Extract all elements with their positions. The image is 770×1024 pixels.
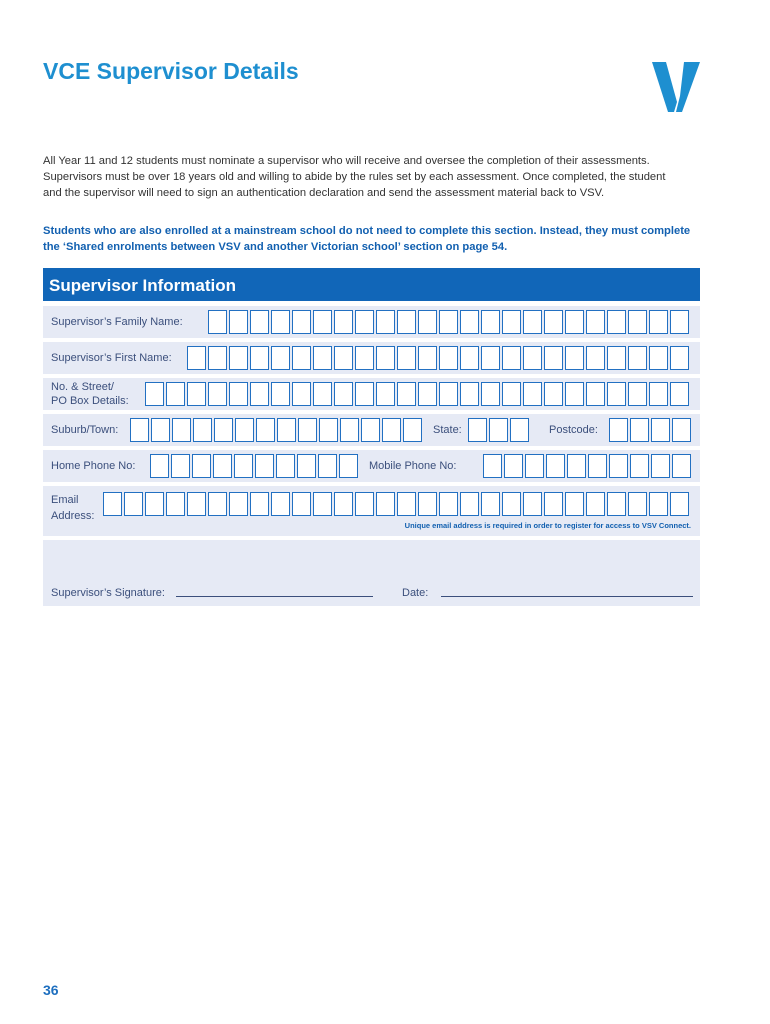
character-box[interactable] [397,382,416,406]
character-box[interactable] [609,418,628,442]
character-box[interactable] [523,492,542,516]
character-box[interactable] [649,492,668,516]
character-box[interactable] [502,346,521,370]
character-box[interactable] [651,418,670,442]
character-box[interactable] [193,418,212,442]
character-box[interactable] [523,382,542,406]
character-box[interactable] [523,346,542,370]
character-box[interactable] [208,346,227,370]
character-box[interactable] [418,382,437,406]
vsv-logo [650,60,702,114]
character-box[interactable] [628,346,647,370]
character-box[interactable] [276,454,295,478]
character-box[interactable] [292,492,311,516]
character-box[interactable] [277,418,296,442]
character-box[interactable] [271,346,290,370]
email-input[interactable] [103,492,691,516]
character-box[interactable] [544,492,563,516]
character-box[interactable] [250,382,269,406]
character-box[interactable] [355,346,374,370]
first-name-label: Supervisor’s First Name: [51,352,172,364]
character-box[interactable] [318,454,337,478]
character-box[interactable] [588,454,607,478]
character-box[interactable] [544,310,563,334]
character-box[interactable] [651,454,670,478]
page-number: 36 [43,982,59,998]
character-box[interactable] [544,382,563,406]
character-box[interactable] [630,454,649,478]
character-box[interactable] [403,418,422,442]
character-box[interactable] [670,382,689,406]
character-box[interactable] [361,418,380,442]
character-box[interactable] [334,382,353,406]
email-note: Unique email address is required in order to register for access to VSV Connect. [404,521,691,530]
character-box[interactable] [313,492,332,516]
character-box[interactable] [397,310,416,334]
suburb-input[interactable] [130,418,424,442]
character-box[interactable] [355,382,374,406]
character-box[interactable] [313,310,332,334]
character-box[interactable] [208,492,227,516]
character-box[interactable] [649,346,668,370]
signature-row [43,540,700,606]
character-box[interactable] [256,418,275,442]
character-box[interactable] [292,346,311,370]
character-box[interactable] [313,382,332,406]
character-box[interactable] [649,310,668,334]
character-box[interactable] [586,492,605,516]
character-box[interactable] [586,382,605,406]
character-box[interactable] [250,492,269,516]
character-box[interactable] [565,346,584,370]
character-box[interactable] [334,492,353,516]
shared-enrolment-notice: Students who are also enrolled at a mainstream school do not need to complete this section. Instead, they must complete the ‘Shared enrolments between VSV and another Victorian school’ section on page 54. [43,225,691,253]
character-box[interactable] [670,310,689,334]
first-name-row [43,342,700,374]
mobile-phone-input[interactable] [483,454,693,478]
character-box[interactable] [298,418,317,442]
suburb-label: Suburb/Town: [51,424,119,436]
character-box[interactable] [468,418,487,442]
character-box[interactable] [271,492,290,516]
character-box[interactable] [313,346,332,370]
character-box[interactable] [145,382,164,406]
home-phone-label: Home Phone No: [51,460,136,472]
street-row [43,378,700,410]
character-box[interactable] [672,454,691,478]
character-box[interactable] [355,492,374,516]
character-box[interactable] [628,382,647,406]
character-box[interactable] [376,346,395,370]
character-box[interactable] [187,492,206,516]
character-box[interactable] [502,382,521,406]
character-box[interactable] [418,310,437,334]
character-box[interactable] [670,346,689,370]
character-box[interactable] [235,418,254,442]
email-label-line2: Address: [51,510,95,522]
character-box[interactable] [208,310,227,334]
character-box[interactable] [483,454,502,478]
character-box[interactable] [150,454,169,478]
character-box[interactable] [481,346,500,370]
family-name-label: Supervisor’s Family Name: [51,316,183,328]
character-box[interactable] [418,492,437,516]
character-box[interactable] [397,492,416,516]
date-label: Date: [402,587,429,599]
character-box[interactable] [166,382,185,406]
character-box[interactable] [171,454,190,478]
character-box[interactable] [460,310,479,334]
character-box[interactable] [103,492,122,516]
character-box[interactable] [292,382,311,406]
character-box[interactable] [255,454,274,478]
character-box[interactable] [510,418,529,442]
character-box[interactable] [229,382,248,406]
character-box[interactable] [229,346,248,370]
character-box[interactable] [649,382,668,406]
character-box[interactable] [586,346,605,370]
character-box[interactable] [355,310,374,334]
character-box[interactable] [271,310,290,334]
character-box[interactable] [525,454,544,478]
email-label-line1: Email [51,494,79,506]
character-box[interactable] [481,382,500,406]
character-box[interactable] [439,346,458,370]
section-header-supervisor-information: Supervisor Information [43,268,700,301]
character-box[interactable] [292,310,311,334]
postcode-input[interactable] [609,418,693,442]
character-box[interactable] [187,346,206,370]
mobile-phone-label: Mobile Phone No: [369,460,457,472]
signature-label: Supervisor’s Signature: [51,587,165,599]
character-box[interactable] [250,346,269,370]
email-row [43,486,700,536]
character-box[interactable] [502,492,521,516]
character-box[interactable] [334,310,353,334]
character-box[interactable] [208,382,227,406]
character-box[interactable] [418,346,437,370]
character-box[interactable] [339,454,358,478]
character-box[interactable] [546,454,565,478]
character-box[interactable] [250,310,269,334]
character-box[interactable] [192,454,211,478]
character-box[interactable] [607,492,626,516]
character-box[interactable] [544,346,563,370]
character-box[interactable] [672,418,691,442]
character-box[interactable] [460,492,479,516]
character-box[interactable] [481,310,500,334]
page-title: VCE Supervisor Details [43,58,299,84]
character-box[interactable] [567,454,586,478]
character-box[interactable] [187,382,206,406]
character-box[interactable] [166,492,185,516]
character-box[interactable] [586,310,605,334]
character-box[interactable] [376,382,395,406]
family-name-input[interactable] [208,310,691,334]
signature-line[interactable] [176,596,373,597]
character-box[interactable] [504,454,523,478]
character-box[interactable] [376,310,395,334]
street-label-line2: PO Box Details: [51,395,129,407]
character-box[interactable] [124,492,143,516]
intro-paragraph: All Year 11 and 12 students must nominate a supervisor who will receive and oversee the completion of their assessments. Supervisors must be over 18 years old and willing to abide by the rules set by each assessment. Once completed, the student and the supervisor will need to sign an authentication declaration and send the assessment material back to VSV. [43,155,666,199]
character-box[interactable] [502,310,521,334]
character-box[interactable] [670,492,689,516]
character-box[interactable] [229,310,248,334]
street-label-line1: No. & Street/ [51,381,114,393]
home-phone-input[interactable] [150,454,360,478]
suburb-row [43,414,700,446]
character-box[interactable] [172,418,191,442]
character-box[interactable] [319,418,338,442]
character-box[interactable] [297,454,316,478]
character-box[interactable] [607,310,626,334]
character-box[interactable] [460,346,479,370]
character-box[interactable] [382,418,401,442]
character-box[interactable] [609,454,628,478]
phone-row [43,450,700,482]
character-box[interactable] [628,492,647,516]
character-box[interactable] [213,454,232,478]
character-box[interactable] [489,418,508,442]
character-box[interactable] [271,382,290,406]
state-input[interactable] [468,418,531,442]
character-box[interactable] [481,492,500,516]
character-box[interactable] [460,382,479,406]
character-box[interactable] [151,418,170,442]
character-box[interactable] [607,346,626,370]
state-label: State: [433,424,462,436]
character-box[interactable] [523,310,542,334]
character-box[interactable] [229,492,248,516]
character-box[interactable] [565,492,584,516]
character-box[interactable] [334,346,353,370]
character-box[interactable] [439,310,458,334]
character-box[interactable] [234,454,253,478]
character-box[interactable] [397,346,416,370]
street-input[interactable] [145,382,691,406]
character-box[interactable] [130,418,149,442]
first-name-input[interactable] [187,346,691,370]
character-box[interactable] [145,492,164,516]
character-box[interactable] [607,382,626,406]
date-line[interactable] [441,596,693,597]
character-box[interactable] [628,310,647,334]
family-name-row [43,306,700,338]
character-box[interactable] [376,492,395,516]
character-box[interactable] [340,418,359,442]
character-box[interactable] [214,418,233,442]
postcode-label: Postcode: [549,424,598,436]
character-box[interactable] [565,382,584,406]
character-box[interactable] [439,382,458,406]
character-box[interactable] [439,492,458,516]
character-box[interactable] [565,310,584,334]
character-box[interactable] [630,418,649,442]
